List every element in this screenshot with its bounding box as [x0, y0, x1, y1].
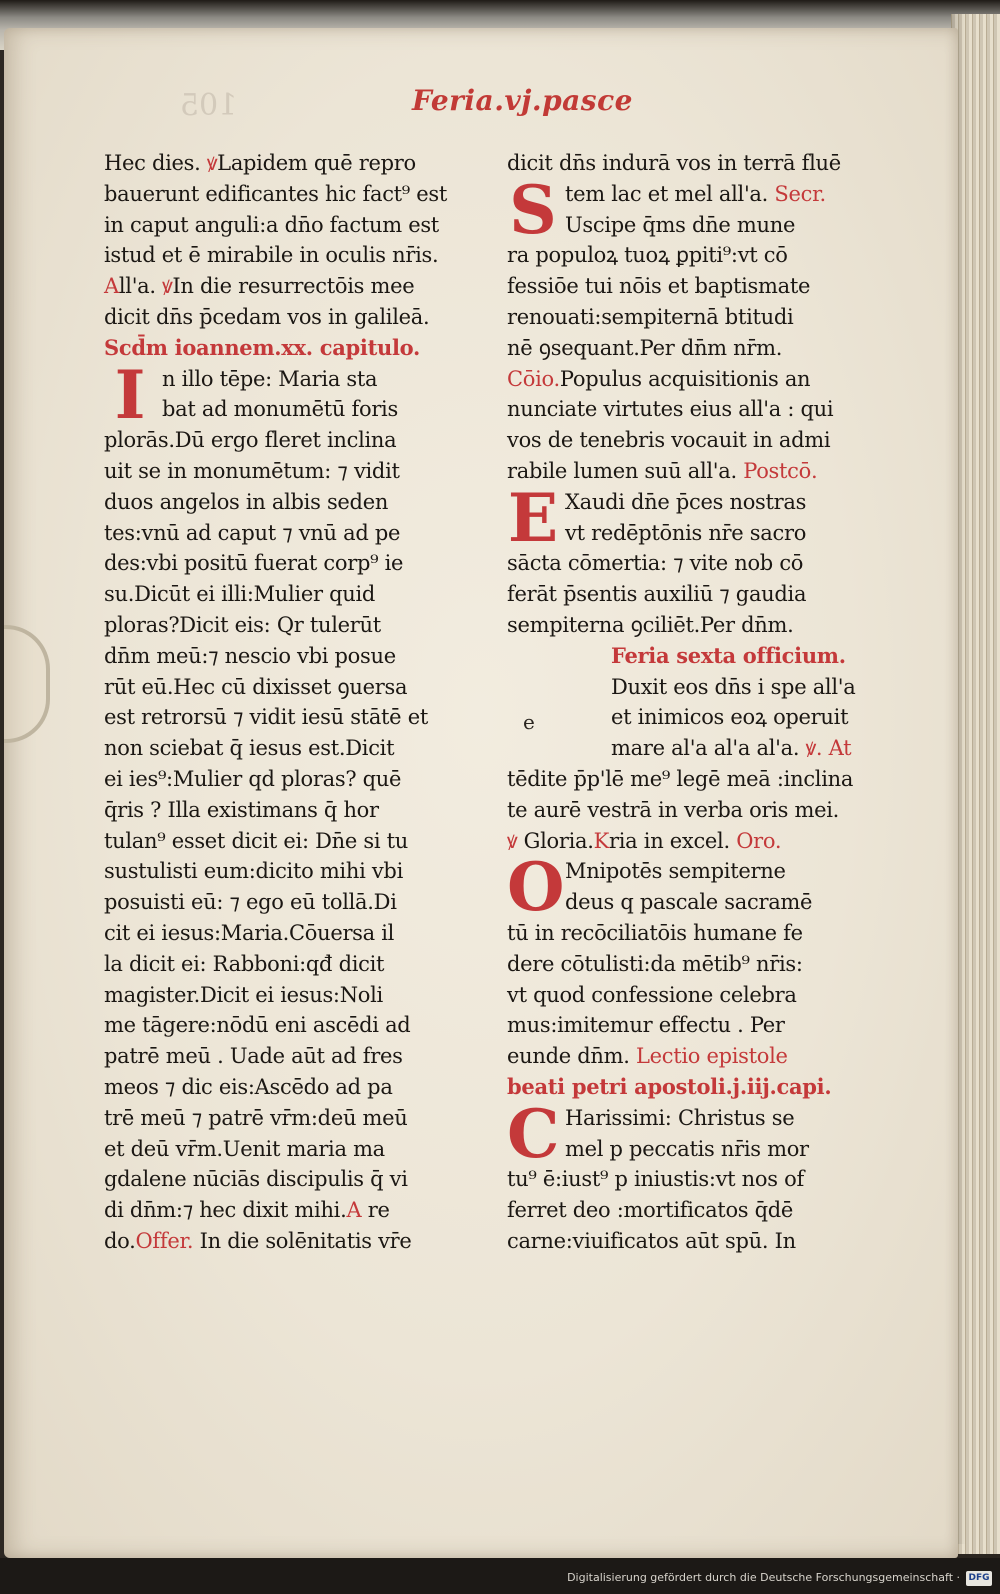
text-line: des:vbi positū fuerat corp⁹ ie [104, 551, 404, 576]
secreta-rubric: Secr. [768, 181, 826, 206]
running-head: Feria.vj.pasce [412, 84, 633, 117]
red-initial: S [509, 170, 557, 249]
dfg-logo: DFG [966, 1571, 992, 1586]
text-line: Mnipotēs sempiterne [565, 859, 786, 884]
text-line: duos angelos in albis seden [104, 489, 389, 514]
initial-block [507, 848, 887, 927]
text-line: magister.Dicit ei iesus:Noli [104, 982, 383, 1007]
text-line: dicit dn̄s p̄cedam vos in galileā. [104, 304, 430, 329]
text-line: ei ies⁹:Mulier qd ploras? quē [104, 766, 402, 791]
text-line: sempiterna ꝯciliēt.Per dn̄m. [507, 612, 794, 637]
text-line: mus:imitemur effectu . Per [507, 1013, 785, 1038]
initial-block [507, 170, 887, 249]
text-line: sācta cōmertia: ⁊ vite nob cō [507, 551, 804, 576]
text-line: sustulisti eum:dicito mihi vbi [104, 859, 403, 884]
red-initial: E [507, 478, 559, 557]
text-line: vos de tenebris vocauit in admi [507, 428, 831, 453]
text-line: gdalene nūciās discipulis q̄ vi [104, 1167, 408, 1192]
red-capital: A [346, 1198, 362, 1223]
lectio-rubric: Lectio epistole [629, 1044, 788, 1069]
text-line: est retrorsū ⁊ vidit iesū stātē et [104, 705, 428, 730]
communio-rubric: Cōio. [507, 366, 560, 391]
footer-bar [0, 1558, 1000, 1594]
text-line: tēdite p̄p'lē me⁹ legē meā :inclina [507, 766, 854, 791]
text-line: Hec dies. ꝟLapidem quē repro [104, 151, 416, 175]
text-line: bauerunt edificantes hic fact⁹ est [104, 181, 448, 206]
text-line: patrē meū . Uade aūt ad fres [104, 1044, 403, 1069]
text-line: tū in recōciliatōis humane fe [507, 920, 803, 945]
text-line: te aurē vestrā in verba oris mei. [507, 797, 840, 822]
text-line: do.Offer. In die solēnitatis vr̄e [104, 1228, 412, 1253]
text-line: posuisti eū: ⁊ ego eū tollā.Di [104, 890, 397, 915]
text-line: ferāt p̄sentis auxiliū ⁊ gaudia [507, 582, 807, 607]
text-line: cit ei iesus:Maria.Cōuersa il [104, 920, 395, 945]
text-line: Cōio.Populus acquisitionis an [507, 366, 811, 391]
text-line: All'a. ꝟIn die resurrectōis mee [104, 274, 415, 299]
text-line: fessiōe tui nōis et baptismate [507, 274, 811, 299]
text-line: di dn̄m:⁊ hec dixit mihi.A re [104, 1198, 390, 1223]
versicle-mark: ꝟ [206, 151, 218, 175]
postcommunio-rubric: Postcō. [736, 458, 818, 483]
text-line: n illo tēpe: Maria sta [162, 366, 378, 391]
text-line: ꝟ Gloria.Kria in excel. Oro. [507, 828, 782, 853]
text-line: et inimicos eoꝝ operuit [611, 705, 849, 730]
text-line: carne:viuificatos aūt spū. In [507, 1228, 796, 1253]
text-line: ploras?Dicit eis: Qr tulerūt [104, 612, 381, 637]
text-line: su.Dicūt ei illi:Mulier quid [104, 582, 376, 607]
text-line: tes:vnū ad caput ⁊ vnū ad pe [104, 520, 401, 545]
text-line: uit se in monumētum: ⁊ vidit [104, 458, 400, 483]
versicle-mark: ꝟ [162, 274, 173, 299]
initial-block [507, 478, 887, 557]
red-capital: K [593, 828, 610, 853]
text-line: bat ad monumētū foris [162, 397, 398, 422]
text-line: et deū vr̄m.Uenit maria ma [104, 1136, 385, 1161]
feria-rubric: Feria sexta officium. [611, 642, 846, 668]
initial-block [507, 1094, 887, 1173]
text-line: tem lac et mel all'a. Secr. [565, 181, 826, 206]
text-line: in caput anguli:a dn̄o factum est [104, 212, 439, 237]
text-line: q̄ris ? Illa existimans q̄ hor [104, 797, 379, 822]
right-column [507, 148, 887, 1257]
text-line: tu⁹ ē:iust⁹ p iniustis:vt nos of [507, 1167, 804, 1192]
text-line: dere cōtulisti:da mētib⁹ nr̄is: [507, 951, 803, 976]
text-line: meos ⁊ dic eis:Ascēdo ad pa [104, 1074, 393, 1099]
folio-number: 105 [180, 88, 238, 123]
lectio-rubric-2: beati petri apostoli.j.iij.capi. [507, 1073, 832, 1099]
clasp-mark [4, 625, 50, 743]
text-line: rabile lumen suū all'a. Postcō. [507, 458, 818, 483]
text-line: Harissimi: Christus se [565, 1105, 795, 1130]
red-capital: A [104, 274, 119, 299]
funding-credit: Digitalisierung gefördert durch die Deutsche Forschungsgemeinschaft · [567, 1571, 960, 1584]
text-line: trē meū ⁊ patrē vr̄m:deū meū [104, 1105, 408, 1130]
text-line: ra populoꝝ tuoꝝ ꝑpiti⁹:vt cō [507, 243, 788, 268]
red-initial: I [114, 355, 146, 434]
text-line: nē ꝯsequant.Per dn̄m nr̄m. [507, 335, 783, 360]
text-line: mel p peccatis nr̄is mor [565, 1136, 809, 1161]
text-line: mare al'a al'a al'a. ꝟ. At [611, 736, 852, 761]
text-line: Duxit eos dn̄s i spe all'a [611, 674, 856, 699]
text-line: vt redēptōnis nr̄e sacro [565, 520, 807, 545]
oratio-rubric: Oro. [729, 828, 782, 853]
text-line: eunde dn̄m. Lectio epistole [507, 1044, 788, 1069]
text-line: Xaudi dn̄e p̄ces nostras [565, 489, 807, 514]
text-line: tulan⁹ esset dicit ei: Dn̄e si tu [104, 828, 408, 853]
versicle-mark: ꝟ. At [799, 736, 852, 761]
text-line: la dicit ei: Rabboni:qđ dicit [104, 951, 385, 976]
text-line: istud et ē mirabile in oculis nr̄is. [104, 243, 439, 268]
offertory-rubric: Offer. [135, 1228, 194, 1253]
versicle-mark: ꝟ [507, 828, 518, 853]
text-line: rūt eū.Hec cū dixisset ꝯuersa [104, 674, 408, 699]
text-line: Uscipe q̄ms dn̄e mune [565, 212, 796, 237]
red-initial: O [507, 848, 565, 927]
text-line: non sciebat q̄ iesus est.Dicit [104, 736, 395, 761]
red-initial: C [507, 1094, 560, 1173]
gospel-rubric: Scd̄m ioannem.xx. capitulo. [104, 334, 420, 360]
text-line: deus q pascale sacramē [565, 890, 813, 915]
text-line: ferret deo :mortificatos q̄dē [507, 1198, 794, 1223]
text-line: nunciate virtutes eius all'a : qui [507, 397, 834, 422]
text-line: dicit dn̄s indurā vos in terrā fluē [507, 151, 841, 175]
text-line: dn̄m meū:⁊ nescio vbi posue [104, 643, 396, 668]
text-line: vt quod confessione celebra [507, 982, 797, 1007]
margin-mark: e [523, 710, 535, 734]
text-line: renouati:sempiternā btitudi [507, 304, 794, 329]
initial-block [104, 355, 499, 434]
text-line: me tāgere:nōdū eni ascēdi ad [104, 1013, 411, 1038]
left-column [104, 148, 499, 1257]
text-line: plorās.Dū ergo fleret inclina [104, 428, 397, 453]
